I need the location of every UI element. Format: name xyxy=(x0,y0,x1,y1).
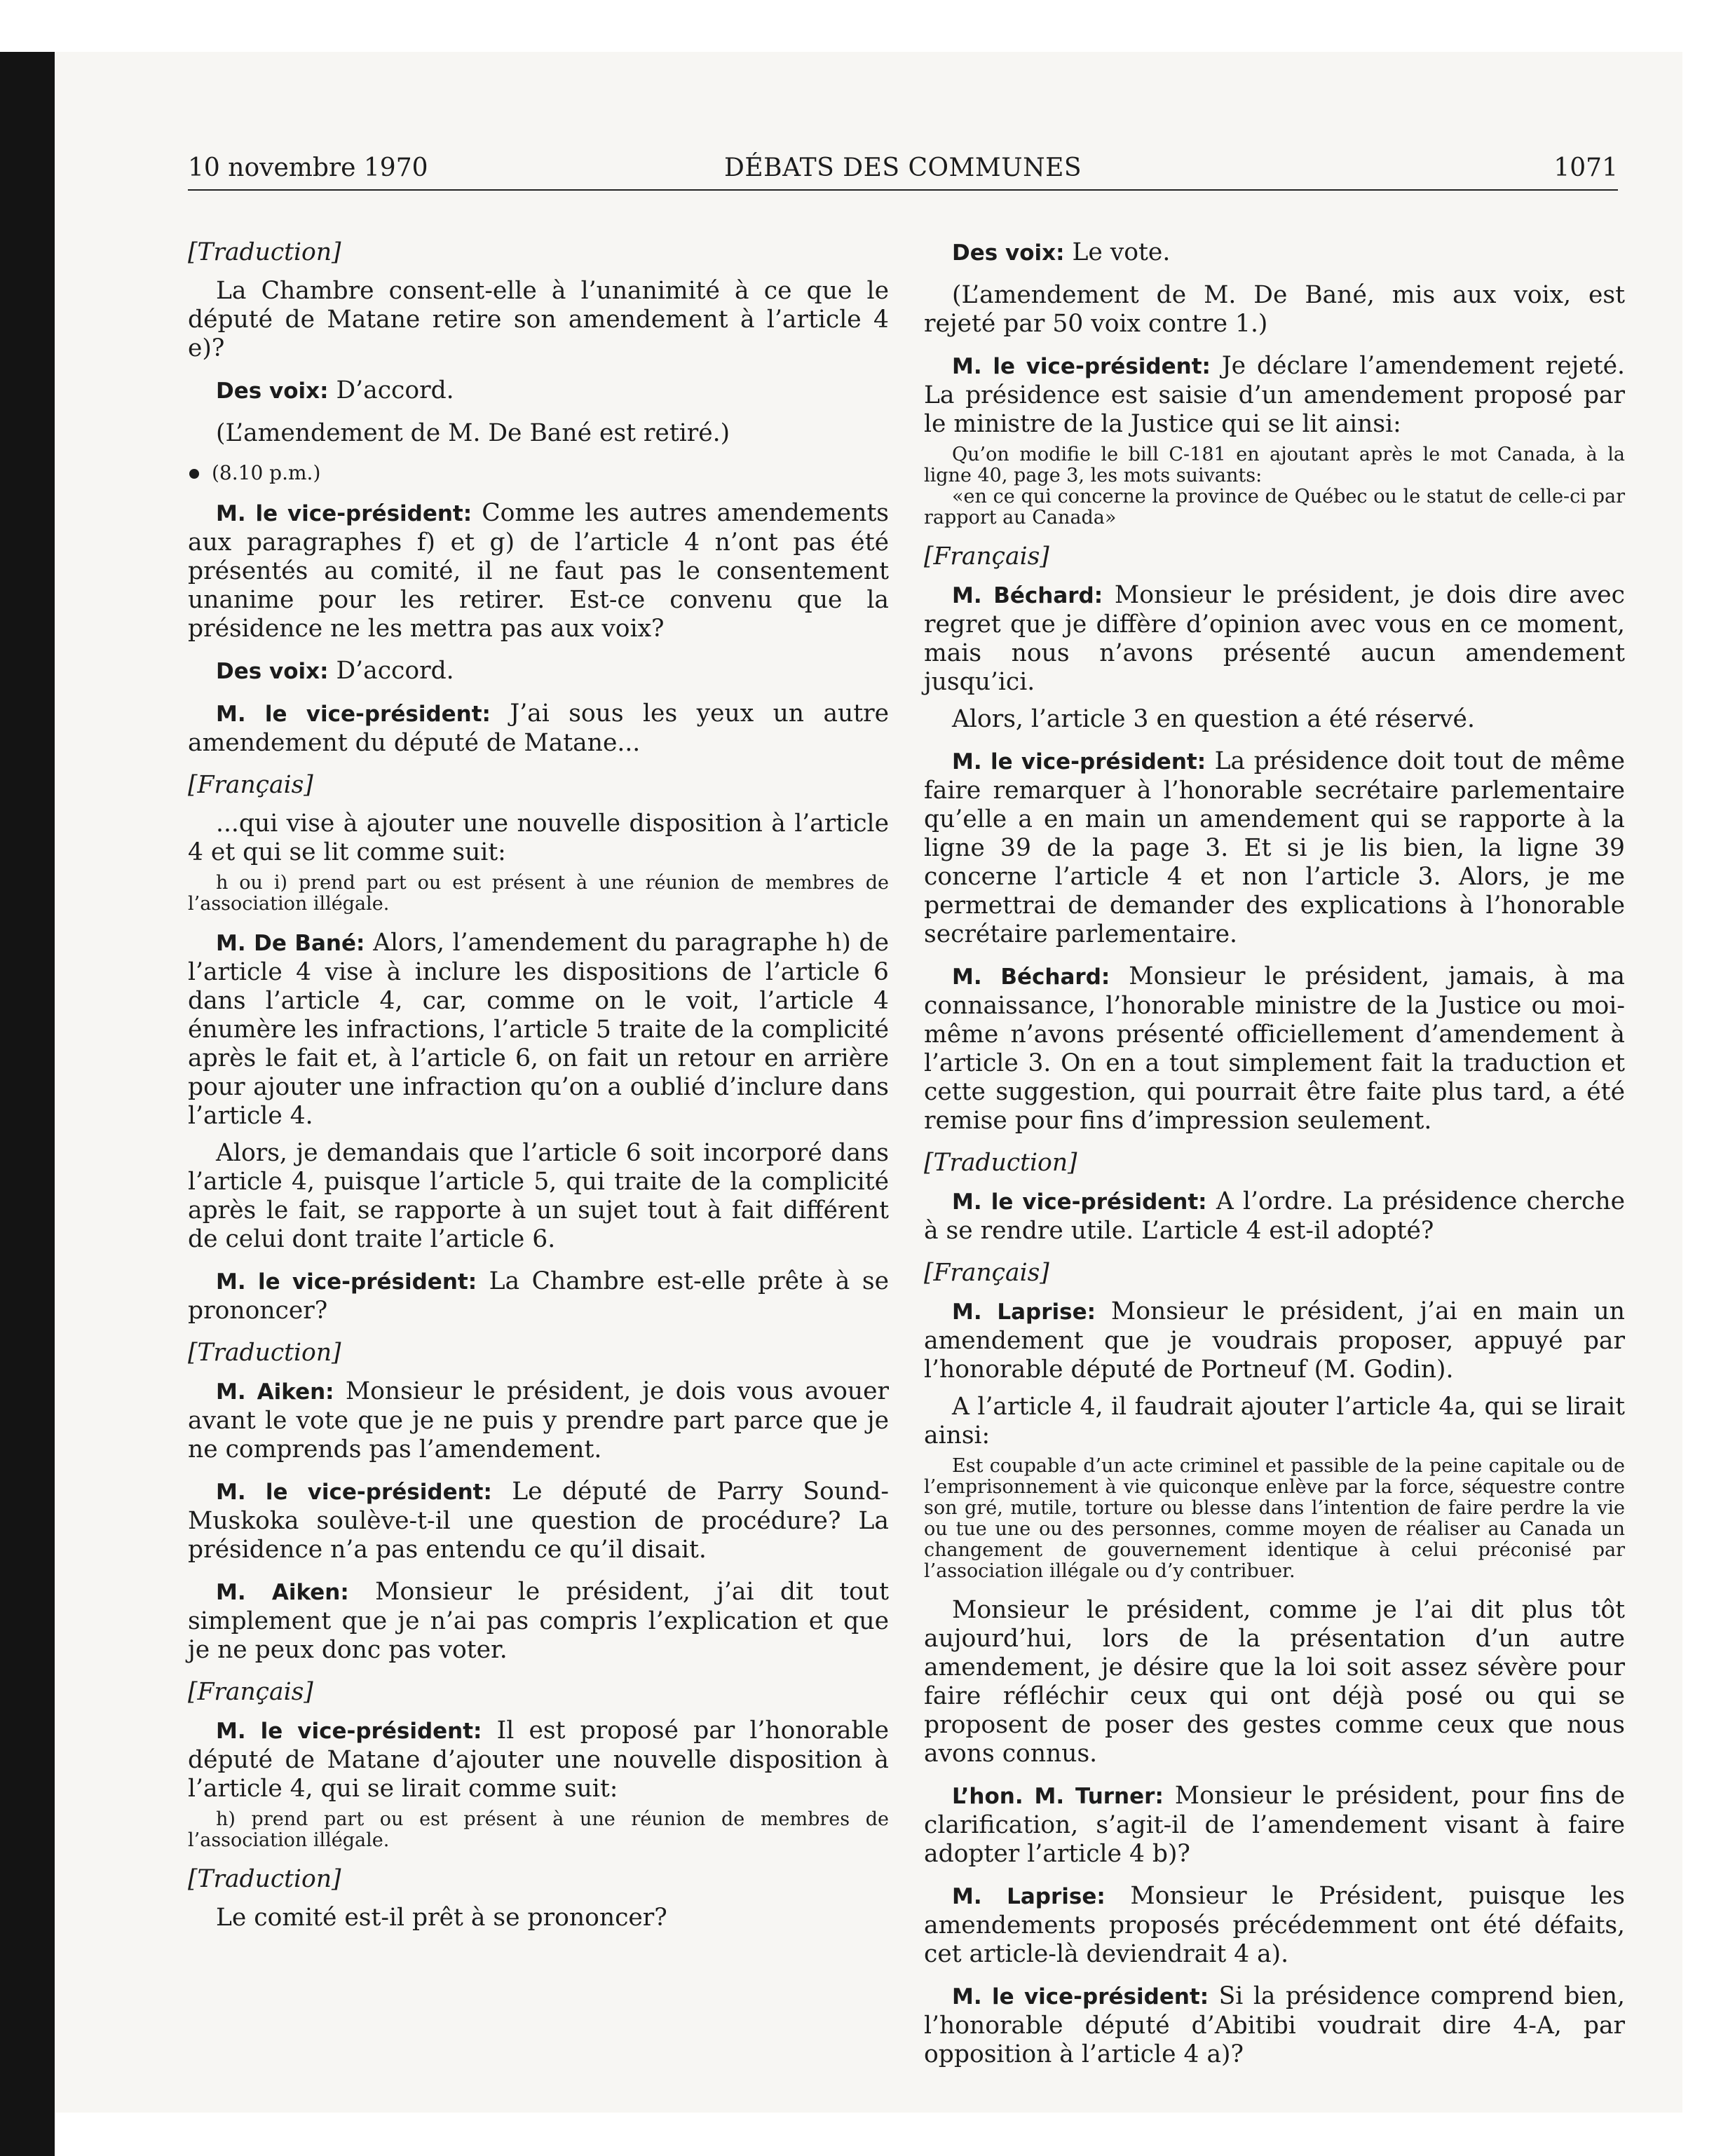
paragraph-text: Monsieur le président, j’ai en main un amendement que je voudrais proposer, appuyé par l’honorable député de Portneuf (M. Godin). xyxy=(924,1297,1625,1384)
paragraph xyxy=(924,1297,1625,1384)
paragraph-text: A l’ordre. La présidence cherche à se rendre utile. L’article 4 est-il adopté? xyxy=(924,1187,1626,1245)
paragraph xyxy=(924,1187,1625,1246)
paragraph xyxy=(188,1478,889,1564)
paragraph xyxy=(924,352,1625,439)
speaker-name: M. Aiken: xyxy=(216,1379,334,1405)
speaker-name: M. Béchard: xyxy=(952,964,1110,990)
paragraph-text: La Chambre consent-elle à l’unanimité à ce que le député de Matane retire son amendement à l’article 4 e)? xyxy=(188,277,889,362)
speaker-name: Des voix: xyxy=(216,378,329,404)
speaker-name: M. le vice-président: xyxy=(952,1189,1207,1215)
paragraph xyxy=(924,581,1625,697)
speaker-name: M. Aiken: xyxy=(216,1580,349,1605)
paragraph-text: Monsieur le président, je dois vous avouer avant le vote que je ne puis y prendre part parce que je ne comprends pas l’amendement. xyxy=(188,1377,889,1464)
language-tag: [Traduction] xyxy=(188,238,341,266)
speaker-name: M. De Bané: xyxy=(216,931,365,956)
paragraph-text: A l’article 4, il faudrait ajouter l’article 4a, qui se lirait ainsi: xyxy=(924,1393,1625,1449)
paragraph-text: Monsieur le Président, puisque les amendements proposés précédemment ont été défaits, cet article-là deviendrait 4 a). xyxy=(924,1882,1625,1968)
speaker-name: M. le vice-président: xyxy=(216,1480,492,1505)
paragraph-text: La Chambre est-elle prête à se prononcer? xyxy=(188,1267,889,1325)
quote-line: Est coupable d’un acte criminel et passible de la peine capitale ou de l’emprisonnement à vie quiconque enlève par la force, séquestre contre son gré, mutile, torture ou blesse dans l’intention de faire perdre la vie ou tue une ou des personnes, comme moyen de réaliser au Canada un changement de gouvernement identique à celui préconisé par l’association illégale ou d’y contribuer. xyxy=(924,1455,1625,1582)
paragraph xyxy=(188,1904,889,1932)
quoted-text xyxy=(924,1456,1625,1582)
language-tag: [Traduction] xyxy=(924,1149,1077,1177)
paragraph xyxy=(188,929,889,1131)
paragraph xyxy=(924,705,1625,734)
paragraph-text: D’accord. xyxy=(336,376,454,404)
paragraph-text: Le vote. xyxy=(1072,238,1171,266)
scan-binding-edge xyxy=(0,52,55,2156)
paragraph-text: Le comité est-il prêt à se prononcer? xyxy=(216,1904,667,1932)
paragraph xyxy=(188,1139,889,1254)
paragraph-text: Monsieur le président, je dois dire avec regret que je diffère d’opinion avec vous en ce moment, mais nous n’avons présenté aucun amendement jusqu’ici. xyxy=(924,581,1625,696)
paragraph-text: La présidence doit tout de même faire remarquer à l’honorable secrétaire parlementaire qu’elle a en main un amendement qui se rapporte à la ligne 39 de la page 3. Et si je lis bien, la ligne 39 concerne l’article 4 et non l’article 3. Alors, je me permettrai de demander des explications à l’honorable secrétaire parlementaire. xyxy=(924,747,1625,948)
paragraph xyxy=(924,1782,1625,1869)
paragraph xyxy=(924,1882,1625,1969)
paragraph xyxy=(924,1596,1625,1768)
speaker-name: Des voix: xyxy=(952,240,1065,266)
scan-top-margin xyxy=(0,0,1735,52)
paragraph-text: Monsieur le président, jamais, à ma connaissance, l’honorable ministre de la Justice ou moi-même n’avons présenté officiellement d’amendement à l’article 3. On en a tout simplement fait la traduction et cette suggestion, qui pourrait être faite plus tard, a été remise pour fins d’impression seulement. xyxy=(924,962,1626,1135)
paragraph-text: Alors, l’article 3 en question a été réservé. xyxy=(952,705,1475,733)
paragraph xyxy=(188,1578,889,1665)
quote-line: Qu’on modifie le bill C-181 en ajoutant après le mot Canada, à la ligne 40, page 3, les mots suivants: xyxy=(924,444,1625,486)
left-column xyxy=(188,238,889,1946)
speaker-name: M. le vice-président: xyxy=(952,1984,1209,2010)
right-column xyxy=(924,238,1625,2082)
paragraph-text: Alors, l’amendement du paragraphe h) de l’article 4 vise à inclure les dispositions de l’article 6 dans l’article 4, car, comme on le voit, l’article 4 énumère les infractions, l’article 5 traite de la complicité après le fait et, à l’article 6, on fait un retour en arrière pour ajouter une infraction qu’on a oublié d’inclure dans l’article 4. xyxy=(188,929,889,1130)
quote-line: «en ce qui concerne la province de Québec ou le statut de celle-ci par rapport au Canada» xyxy=(924,486,1625,528)
language-tag: [Traduction] xyxy=(188,1865,341,1893)
quoted-text xyxy=(924,444,1625,528)
language-tag: [Français] xyxy=(924,1259,1049,1287)
language-tag: [Français] xyxy=(188,771,313,799)
paragraph-text: Il est proposé par l’honorable député de Matane d’ajouter une nouvelle disposition à l’article 4, qui se lirait comme suit: xyxy=(188,1717,889,1803)
quoted-text xyxy=(188,1809,889,1851)
running-header xyxy=(188,151,1618,191)
page-number: 1071 xyxy=(1553,153,1618,182)
paragraph xyxy=(188,1717,889,1803)
paragraph-text: Monsieur le président, pour fins de clarification, s’agit-il de l’amendement visant à faire adopter l’article 4 b)? xyxy=(924,1782,1625,1868)
header-date: 10 novembre 1970 xyxy=(188,153,428,182)
speaker-name: M. Laprise: xyxy=(952,1884,1105,1909)
header-title: DÉBATS DES COMMUNES xyxy=(723,153,1082,182)
speaker-name: M. le vice-président: xyxy=(952,354,1211,379)
speaker-name: M. le vice-président: xyxy=(216,702,491,727)
paragraph xyxy=(924,962,1625,1135)
paragraph xyxy=(188,657,889,686)
paragraph xyxy=(924,747,1625,949)
speaker-name: M. le vice-président: xyxy=(216,501,472,526)
speaker-name: L’hon. M. Turner: xyxy=(952,1784,1164,1809)
language-tag: [Français] xyxy=(924,543,1049,571)
paragraph-text: (L’amendement de M. De Bané, mis aux voix, est rejeté par 50 voix contre 1.) xyxy=(924,281,1625,338)
paragraph xyxy=(924,238,1625,268)
paragraph-text: D’accord. xyxy=(336,657,454,685)
paragraph xyxy=(188,419,889,448)
paragraph xyxy=(924,1393,1625,1450)
paragraph-text: Monsieur le président, comme je l’ai dit plus tôt aujourd’hui, lors de la présentation d’un autre amendement, je désire que la loi soit assez sévère pour faire réfléchir ceux qui ont déjà posé ou qui se proposent de poser des gestes comme ceux que nous avons connus. xyxy=(924,1596,1625,1768)
language-tag: [Français] xyxy=(188,1678,313,1706)
paragraph xyxy=(188,810,889,867)
document-page xyxy=(188,147,1626,2068)
paragraph-text: ...qui vise à ajouter une nouvelle disposition à l’article 4 et qui se lit comme suit: xyxy=(188,810,889,866)
paragraph-text: Si la présidence comprend bien, l’honorable député d’Abitibi voudrait dire 4-A, par opposition à l’article 4 a)? xyxy=(924,1982,1625,2068)
paragraph xyxy=(924,281,1625,339)
paragraph xyxy=(188,499,889,643)
paragraph-text: (L’amendement de M. De Bané est retiré.) xyxy=(216,419,730,447)
paragraph-text: Je déclare l’amendement rejeté. La présidence est saisie d’un amendement proposé par le ministre de la Justice qui se lit ainsi: xyxy=(924,352,1626,438)
paragraph-text: J’ai sous les yeux un autre amendement du député de Matane... xyxy=(188,700,890,757)
speaker-name: M. Laprise: xyxy=(952,1299,1096,1325)
paragraph xyxy=(924,1982,1625,2069)
paragraph xyxy=(188,700,889,758)
time-stamp xyxy=(188,461,889,485)
paragraph xyxy=(188,1377,889,1464)
speaker-name: M. le vice-président: xyxy=(216,1269,477,1295)
paragraph-text: Comme les autres amendements aux paragraphes f) et g) de l’article 4 n’ont pas été présentés au comité, il ne faut pas le consentement unanime pour les retirer. Est-ce convenu que la présidence ne les mettra pas aux voix? xyxy=(188,499,890,643)
speaker-name: Des voix: xyxy=(216,659,329,684)
paragraph xyxy=(188,1267,889,1325)
paragraph-text: Alors, je demandais que l’article 6 soit incorporé dans l’article 4, puisque l’article 5, qui traite de la complicité après le fait, se rapporte à un sujet tout à fait différent de celui dont traite l’article 6. xyxy=(188,1139,889,1253)
quoted-text xyxy=(188,873,889,915)
paragraph-text: Monsieur le président, j’ai dit tout simplement que je n’ai pas compris l’explication et que je ne peux donc pas voter. xyxy=(188,1578,890,1664)
speaker-name: M. Béchard: xyxy=(952,583,1103,608)
speaker-name: M. le vice-président: xyxy=(216,1719,482,1744)
language-tag: [Traduction] xyxy=(188,1339,341,1367)
paragraph xyxy=(188,277,889,363)
bullet-icon xyxy=(189,469,199,479)
quote-line: h ou i) prend part ou est présent à une réunion de membres de l’association illégale. xyxy=(188,872,889,915)
time-text: (8.10 p.m.) xyxy=(212,461,321,484)
paragraph xyxy=(188,376,889,406)
paragraph-text: Le député de Parry Sound-Muskoka soulève-t-il une question de procédure? La présidence n’a pas entendu ce qu’il disait. xyxy=(188,1478,890,1564)
speaker-name: M. le vice-président: xyxy=(952,749,1206,775)
quote-line: h) prend part ou est présent à une réunion de membres de l’association illégale. xyxy=(188,1808,889,1851)
